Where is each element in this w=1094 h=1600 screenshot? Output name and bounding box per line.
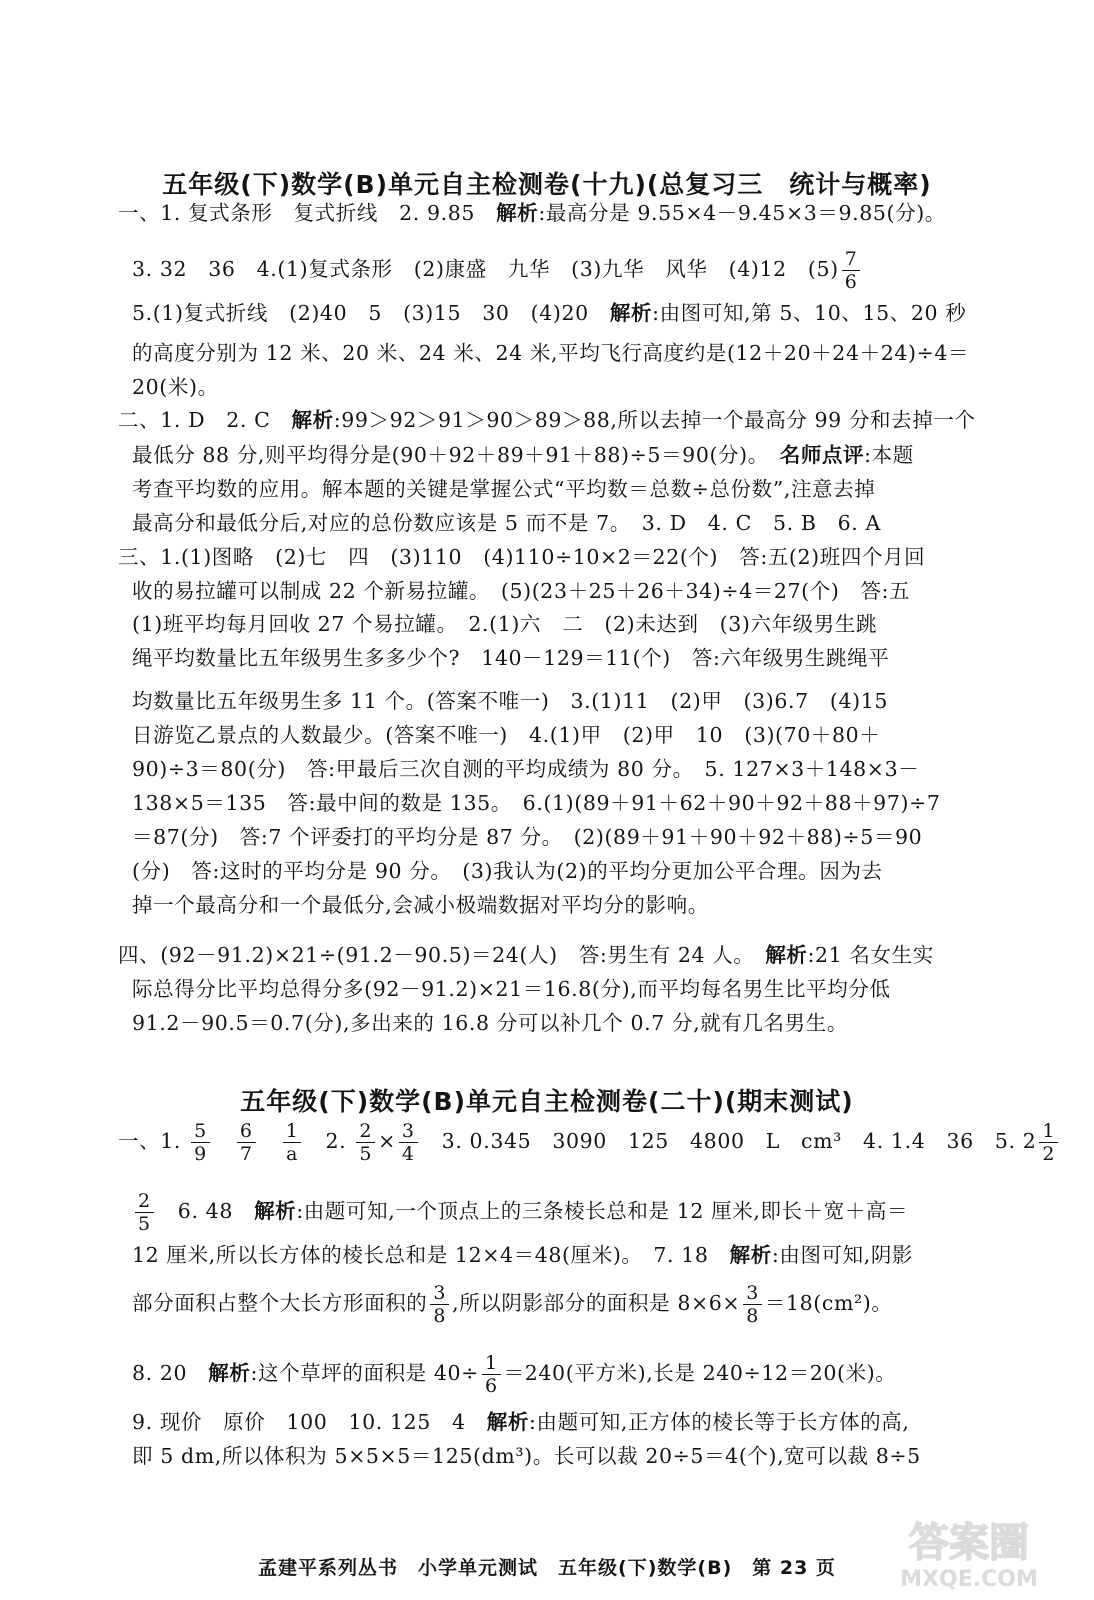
fraction-numerator: 6 bbox=[237, 1120, 256, 1143]
answer-text: 5.(1)复式折线 (2)40 5 (3)15 30 (4)20 bbox=[132, 301, 610, 325]
answer-text: 一、1. bbox=[118, 1129, 189, 1153]
answer-line bbox=[132, 248, 863, 293]
answer-text: 掉一个最高分和一个最低分,会减小极端数据对平均分的影响。 bbox=[132, 893, 709, 917]
fraction-numerator: 3 bbox=[399, 1120, 418, 1143]
fraction bbox=[430, 1282, 449, 1327]
answer-text: 6. 48 bbox=[156, 1199, 255, 1223]
answer-text: 三、1.(1)图略 (2)七 四 (3)110 (4)110÷10×2＝22(个) 答:五(2)班四个月回 bbox=[118, 545, 926, 569]
fraction bbox=[191, 1120, 210, 1165]
section-19-title: 五年级(下)数学(B)单元自主检测卷(十九)(总复习三 统计与概率) bbox=[162, 170, 932, 199]
answer-line bbox=[132, 788, 941, 818]
answer-text: 一、1. 复式条形 复式折线 2. 9.85 bbox=[118, 201, 497, 225]
answer-line bbox=[132, 643, 889, 673]
answer-text: 20(米)。 bbox=[132, 375, 219, 399]
fraction-numerator: 1 bbox=[482, 1352, 501, 1375]
page-footer: 孟建平系列丛书 小学单元测试 五年级(下)数学(B) 第 23 页 bbox=[258, 1557, 836, 1579]
answer-text: (1)班平均每月回收 27 个易拉罐。 2.(1)六 二 (2)未达到 (3)六年级男生跳 bbox=[132, 612, 878, 636]
keyword-label: 解析 bbox=[208, 1361, 251, 1385]
answer-text: :99＞92＞91＞90＞89＞88,所以去掉一个最高分 99 分和去掉一个 bbox=[333, 408, 976, 432]
answer-text: 的高度分别为 12 米、20 米、24 米、24 米,平均飞行高度约是(12＋20＋24＋24)÷4＝ bbox=[132, 341, 970, 365]
answer-line bbox=[132, 1407, 909, 1437]
answer-line bbox=[132, 1008, 848, 1038]
fraction-numerator: 1 bbox=[1039, 1120, 1058, 1143]
answer-text: 考查平均数的应用。解本题的关键是掌握公式“平均数＝总数÷总份数”,注意去掉 bbox=[132, 477, 876, 501]
answer-line bbox=[132, 609, 877, 639]
watermark-site: MXQE.COM bbox=[900, 1567, 1038, 1592]
fraction-numerator: 5 bbox=[191, 1120, 210, 1143]
answer-line bbox=[132, 1441, 921, 1471]
keyword-label: 解析 bbox=[254, 1199, 297, 1223]
answer-text: 最高分和最低分后,对应的总份数应该是 5 而不是 7。 3. D 4. C 5. B 6. A bbox=[132, 511, 881, 535]
answer-text: 12 厘米,所以长方体的棱长总和是 12×4＝48(厘米)。 7. 18 bbox=[132, 1243, 730, 1267]
keyword-label: 解析 bbox=[291, 408, 334, 432]
answer-text: :本题 bbox=[864, 443, 914, 467]
fraction-numerator: 2 bbox=[356, 1120, 375, 1143]
answer-line bbox=[118, 405, 976, 435]
answer-line bbox=[132, 372, 219, 402]
answer-text: :由图可知,第 5、10、15、20 秒 bbox=[652, 301, 967, 325]
answer-text: 8. 20 bbox=[132, 1361, 209, 1385]
answer-text: :21 名女生实 bbox=[807, 943, 934, 967]
keyword-label: 解析 bbox=[729, 1243, 772, 1267]
fraction-numerator: 7 bbox=[842, 248, 861, 271]
fraction-denominator: a bbox=[286, 1143, 299, 1165]
answer-text: :由图可知,阴影 bbox=[771, 1243, 914, 1267]
answer-text: (分) 答:这时的平均分是 90 分。 (3)我认为(2)的平均分更加公平合理。因为去 bbox=[132, 859, 883, 883]
answer-line bbox=[132, 890, 709, 920]
answer-text: 二、1. D 2. C bbox=[118, 408, 292, 432]
answer-text: 9. 现价 原价 100 10. 125 4 bbox=[132, 1410, 487, 1434]
answer-text: 部分面积占整个大长方形面积的 bbox=[132, 1291, 428, 1315]
fraction-denominator: 9 bbox=[194, 1143, 207, 1165]
answer-text: :由题可知,一个顶点上的三条棱长总和是 12 厘米,即长＋宽＋高＝ bbox=[296, 1199, 909, 1223]
answer-text: 3. 0.345 3090 125 4800 L cm³ 4. 1.4 36 5. 2 bbox=[420, 1129, 1037, 1153]
answer-text: 际总得分比平均总得分多(92－91.2)×21＝16.8(分),而平均每名男生比平均分低 bbox=[132, 977, 891, 1001]
answer-text: ,所以阴影部分的面积是 8×6× bbox=[452, 1291, 741, 1315]
answer-text: 日游览乙景点的人数最少。(答案不唯一) 4.(1)甲 (2)甲 10 (3)(70＋80＋ bbox=[132, 723, 881, 747]
answer-text: :最高分是 9.55×4－9.45×3＝9.85(分)。 bbox=[538, 201, 946, 225]
fraction-denominator: 2 bbox=[1042, 1143, 1056, 1165]
answer-line bbox=[132, 1190, 908, 1235]
answer-text: 91.2－90.5＝0.7(分),多出来的 16.8 分可以补几个 0.7 分,就有几名男生。 bbox=[132, 1011, 848, 1035]
fraction bbox=[237, 1120, 256, 1165]
answer-line bbox=[132, 338, 969, 368]
answer-text: 即 5 dm,所以体积为 5×5×5＝125(dm³)。长可以裁 20÷5＝4(个),宽可以裁 8÷5 bbox=[132, 1444, 921, 1468]
answer-line bbox=[132, 686, 888, 716]
fraction-denominator: 6 bbox=[844, 271, 858, 293]
keyword-label: 名师点评 bbox=[779, 443, 865, 467]
answer-line bbox=[132, 1352, 896, 1397]
answer-text: 均数量比五年级男生多 11 个。(答案不唯一) 3.(1)11 (2)甲 (3)6.7 (4)15 bbox=[132, 689, 888, 713]
answer-line bbox=[132, 508, 881, 538]
fraction bbox=[1039, 1120, 1058, 1165]
answer-line bbox=[132, 974, 891, 1004]
answer-line bbox=[132, 754, 919, 784]
answer-line bbox=[118, 542, 925, 572]
keyword-label: 解析 bbox=[486, 1410, 529, 1434]
answer-line bbox=[118, 198, 946, 228]
answer-text: 90)÷3＝80(分) 答:甲最后三次自测的平均成绩为 80 分。 5. 127×3＋148×3－ bbox=[132, 757, 920, 781]
fraction-numerator: 1 bbox=[283, 1120, 302, 1143]
fraction bbox=[842, 248, 861, 293]
fraction-denominator: 8 bbox=[433, 1305, 447, 1327]
fraction bbox=[482, 1352, 501, 1397]
answer-text: 3. 32 36 4.(1)复式条形 (2)康盛 九华 (3)九华 风华 (4)12 (5) bbox=[132, 257, 839, 281]
answer-line bbox=[132, 1282, 893, 1327]
fraction bbox=[283, 1120, 302, 1165]
answer-text: :由题可知,正方体的棱长等于长方体的高, bbox=[529, 1410, 910, 1434]
fraction-denominator: 6 bbox=[484, 1375, 498, 1397]
answer-text: ＝87(分) 答:7 个评委打的平均分是 87 分。 (2)(89＋91＋90＋92＋88)÷5＝90 bbox=[132, 825, 923, 849]
keyword-label: 解析 bbox=[765, 943, 808, 967]
fraction-denominator: 5 bbox=[359, 1143, 373, 1165]
fraction-denominator: 7 bbox=[239, 1143, 253, 1165]
fraction-denominator: 5 bbox=[138, 1213, 151, 1235]
answer-line bbox=[132, 298, 966, 328]
fraction-numerator: 3 bbox=[430, 1282, 449, 1305]
answer-line bbox=[132, 1240, 913, 1270]
watermark-logo bbox=[890, 1512, 1048, 1592]
section-20-title: 五年级(下)数学(B)单元自主检测卷(二十)(期末测试) bbox=[240, 1087, 854, 1116]
fraction bbox=[356, 1120, 375, 1165]
answer-text: ＝240(平方米),长是 240÷12＝20(米)。 bbox=[503, 1361, 897, 1385]
answer-text: :这个草坪的面积是 40÷ bbox=[250, 1361, 479, 1385]
fraction bbox=[135, 1190, 154, 1235]
answer-line bbox=[132, 474, 875, 504]
answer-text: ＝18(cm²)。 bbox=[764, 1291, 893, 1315]
fraction bbox=[743, 1282, 762, 1327]
fraction bbox=[399, 1120, 418, 1165]
answer-text: 138×5＝135 答:最中间的数是 135。 6.(1)(89＋91＋62＋90＋92＋88＋97)÷7 bbox=[132, 791, 941, 815]
keyword-label: 解析 bbox=[496, 201, 539, 225]
answer-text: 2. bbox=[304, 1129, 354, 1153]
keyword-label: 解析 bbox=[609, 301, 653, 325]
answer-text: × bbox=[378, 1129, 396, 1153]
answer-line bbox=[118, 940, 934, 970]
fraction-numerator: 3 bbox=[743, 1282, 762, 1305]
answer-text: 四、(92－91.2)×21÷(91.2－90.5)＝24(人) 答:男生有 24 人。 bbox=[118, 943, 766, 967]
answer-text: 收的易拉罐可以制成 22 个新易拉罐。 (5)(23＋25＋26＋34)÷4＝27(个) 答:五 bbox=[132, 579, 911, 603]
answer-text: 绳平均数量比五年级男生多多少个? 140－129＝11(个) 答:六年级男生跳绳平 bbox=[132, 646, 890, 670]
answer-line bbox=[132, 576, 910, 606]
answer-line bbox=[132, 720, 880, 750]
answer-text bbox=[259, 1129, 280, 1153]
fraction-numerator: 2 bbox=[135, 1190, 154, 1213]
answer-line bbox=[132, 440, 914, 470]
fraction-denominator: 8 bbox=[746, 1305, 759, 1327]
watermark-text: 答案圈 bbox=[909, 1520, 1029, 1566]
answer-text bbox=[213, 1129, 234, 1153]
fraction-denominator: 4 bbox=[401, 1143, 415, 1165]
answer-line bbox=[132, 822, 922, 852]
answer-line bbox=[118, 1120, 1061, 1165]
answer-line bbox=[132, 856, 883, 886]
answer-text: 最低分 88 分,则平均得分是(90＋92＋89＋91＋88)÷5＝90(分)。 bbox=[132, 443, 780, 467]
